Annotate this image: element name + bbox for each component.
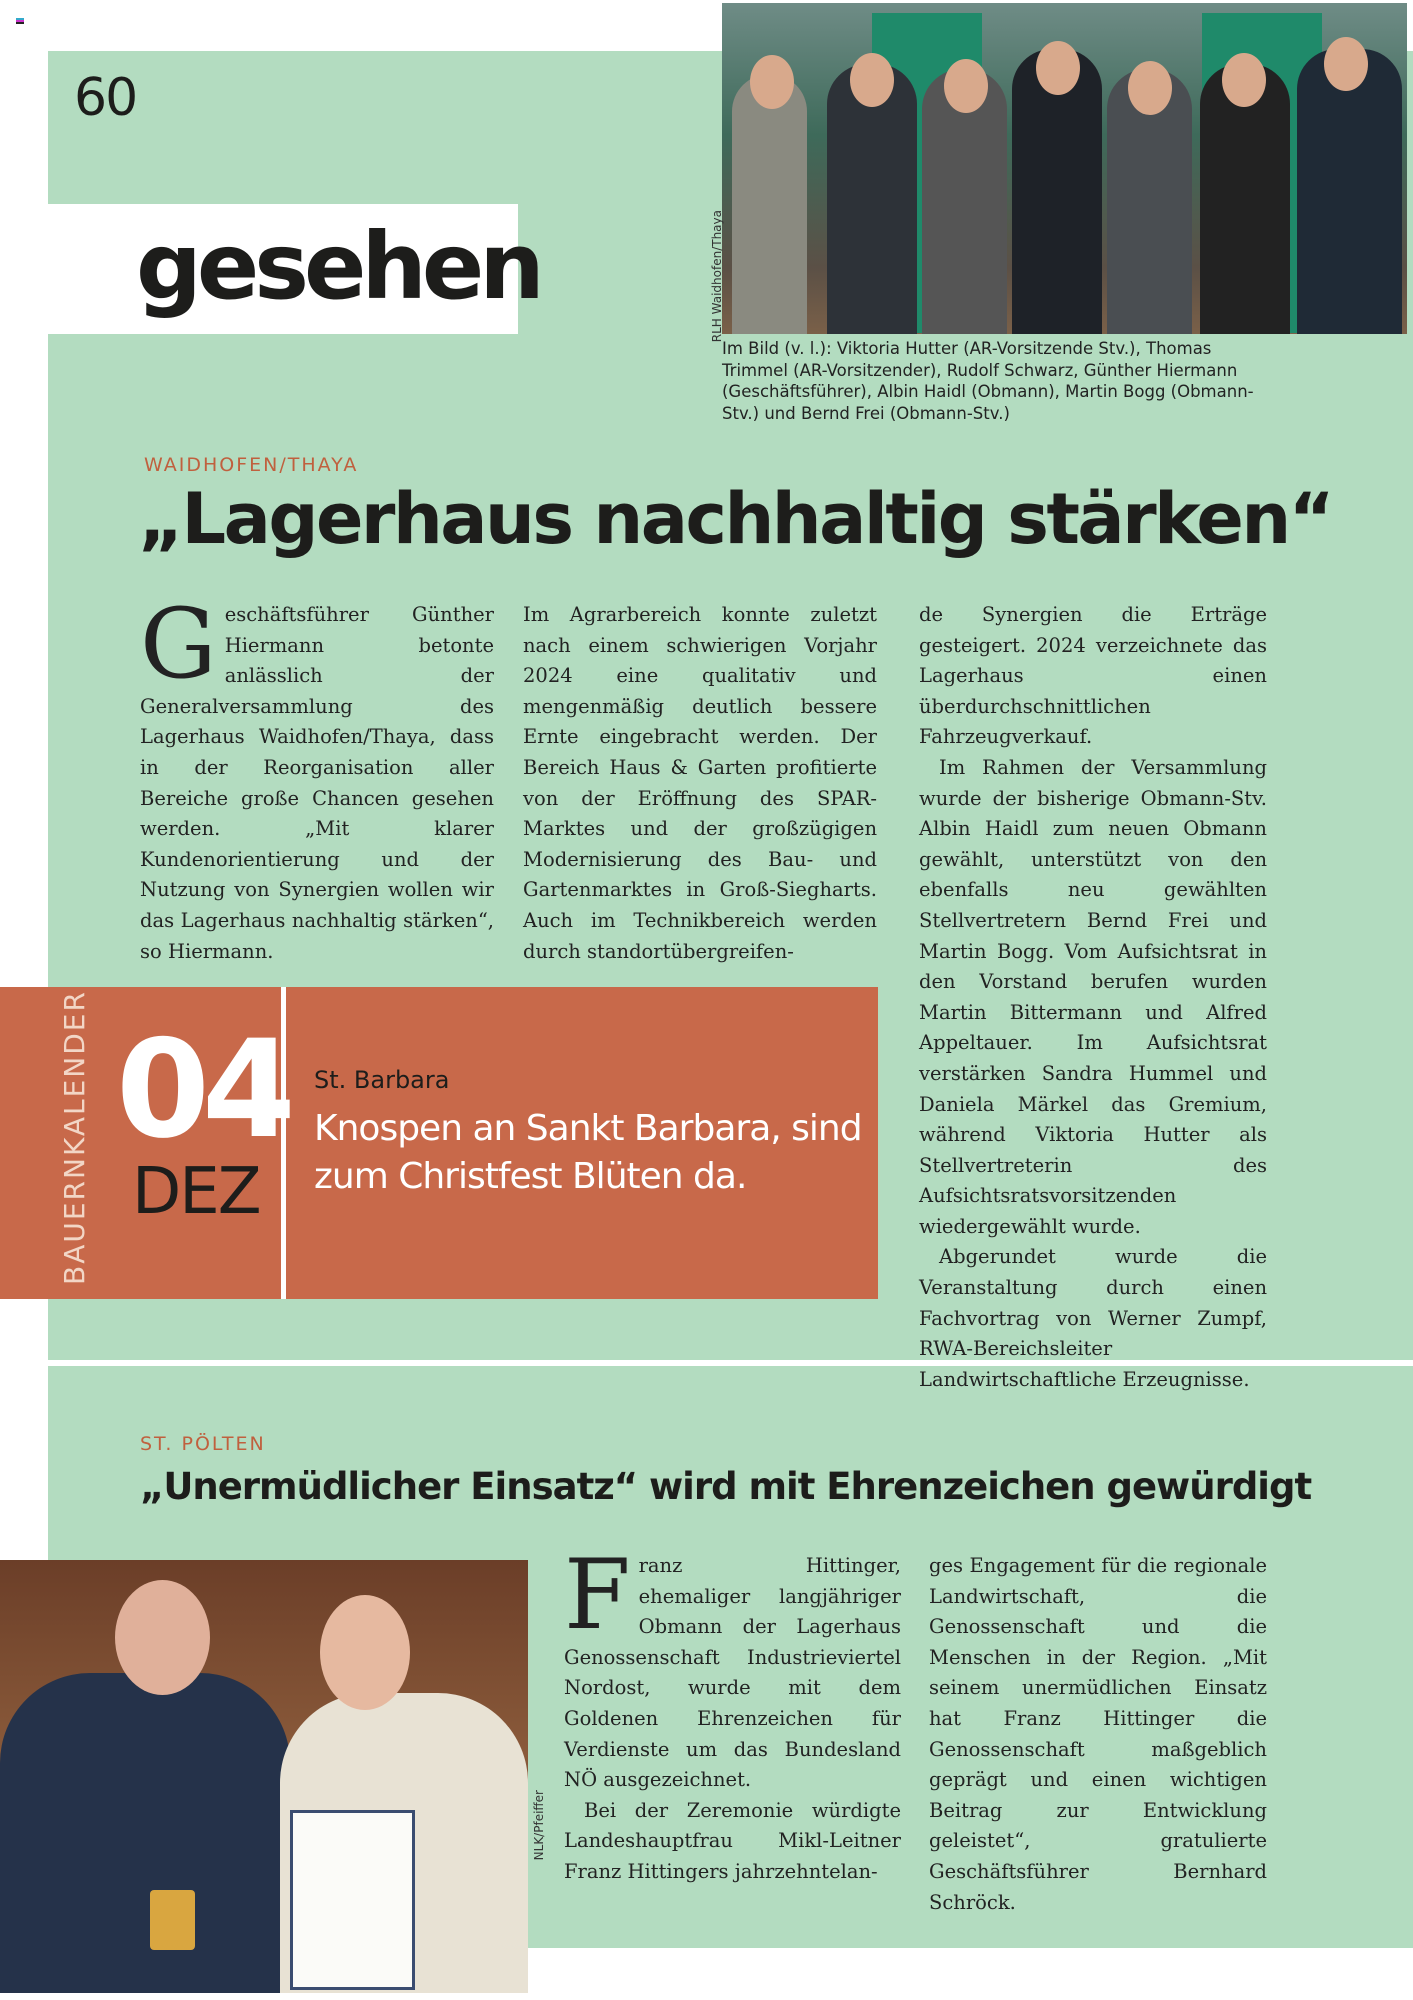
award-photo	[0, 1560, 528, 1993]
calendar-saying: Knospen an Sankt Barbara, sind zum Christfest Blüten da.	[314, 1108, 862, 1197]
section-title: gesehen	[136, 213, 540, 320]
paragraph: Im Agrarbereich konnte zuletzt nach einem schwierigen Vorjahr 2024 eine qualitativ und mengenmäßig deutlich bessere Ernte eingebracht werden. Der Bereich Haus & Garten profitierte von der Eröffnung des SPAR-Marktes und der großzügigen Modernisierung des Bau- und Gartenmarktes in Groß-Siegharts. Auch im Technikbereich werden durch standortübergreifen-	[523, 603, 877, 963]
article-column-1	[140, 588, 494, 967]
paragraph: eschäftsführer Günther Hiermann betonte anlässlich der Generalversammlung des Lagerhaus Waidhofen/Thaya, dass in der Reorganisation aller Bereiche große Chancen gesehen werden. „Mit klarer Kundenorientierung und der Nutzung von Synergien wollen wir das Lagerhaus nachhaltig stärken“, so Hiermann.	[140, 603, 494, 963]
calendar-label: BAUERNKALENDER	[58, 990, 91, 1285]
paragraph: ranz Hittinger, ehemaliger langjähriger Obmann der Lagerhaus Genossenschaft Industrieviertel Nordost, wurde mit dem Goldenen Ehrenzeichen für Verdienste um das Bundesland NÖ ausgezeichnet.	[564, 1554, 901, 1792]
drop-cap: F	[564, 1539, 631, 1651]
photo-caption: Im Bild (v. l.): Viktoria Hutter (AR-Vorsitzende Stv.), Thomas Trimmel (AR-Vorsitzender), Rudolf Schwarz, Günther Hiermann (Geschäftsführer), Albin Haidl (Obmann), Martin Bogg (Obmann-Stv.) und Bernd Frei (Obmann-Stv.)	[722, 339, 1254, 423]
print-registration-mark	[16, 18, 24, 24]
article-column-1	[564, 1539, 901, 1888]
photo-credit: RLH Waidhofen/Thaya	[710, 210, 724, 343]
article-headline: „Lagerhaus nachhaltig stärken“	[138, 478, 1333, 560]
calendar-day: 04	[116, 1011, 288, 1168]
paragraph: Im Rahmen der Versammlung wurde der bisherige Obmann-Stv. Albin Haidl zum neuen Obmann gewählt, unterstützt von den ebenfalls neu gewählten Stellvertretern Bernd Frei und Martin Bogg. Vom Aufsichtsrat in den Vorstand berufen wurden Martin Bittermann und Alfred Appeltauer. Im Aufsichtsrat verstärken Sandra Hummel und Daniela Märkel das Gremium, während Viktoria Hutter als Stellvertreterin des Aufsichtsratsvorsitzenden wiedergewählt wurde.	[919, 755, 1267, 1238]
article-column-2	[523, 600, 877, 967]
paragraph: Bei der Zeremonie würdigte Landeshauptfrau Mikl-Leitner Franz Hittingers jahrzehntelan-	[564, 1798, 901, 1883]
paragraph: Abgerundet wurde die Veranstaltung durch einen Fachvortrag von Werner Zumpf, RWA-Bereichsleiter Landwirtschaftliche Erzeugnisse.	[919, 1245, 1267, 1391]
article-headline: „Unermüdlicher Einsatz“ wird mit Ehrenzeichen gewürdigt	[140, 1465, 1312, 1508]
article-kicker: WAIDHOFEN/THAYA	[144, 454, 359, 476]
calendar-month: DEZ	[132, 1155, 260, 1229]
group-photo	[722, 3, 1407, 334]
article-column-3	[919, 600, 1267, 1395]
calendar-saint: St. Barbara	[314, 1066, 450, 1094]
article-column-2	[929, 1551, 1267, 1918]
paragraph: ges Engagement für die regionale Landwirtschaft, die Genossenschaft und die Menschen in der Region. „Mit seinem unermüdlichen Einsatz hat Franz Hittinger die Genossenschaft maßgeblich geprägt und einen wichtigen Beitrag zur Entwicklung geleistet“, gratulierte Geschäftsführer Bernhard Schröck.	[929, 1554, 1267, 1914]
article-kicker: ST. PÖLTEN	[140, 1433, 266, 1455]
paragraph: de Synergien die Erträge gesteigert. 2024 verzeichnete das Lagerhaus einen überdurchschnittlichen Fahrzeugverkauf.	[919, 603, 1267, 749]
photo-credit: NLK/Pfeiffer	[532, 1790, 546, 1861]
page-number: 60	[74, 68, 137, 128]
drop-cap: G	[140, 588, 217, 700]
